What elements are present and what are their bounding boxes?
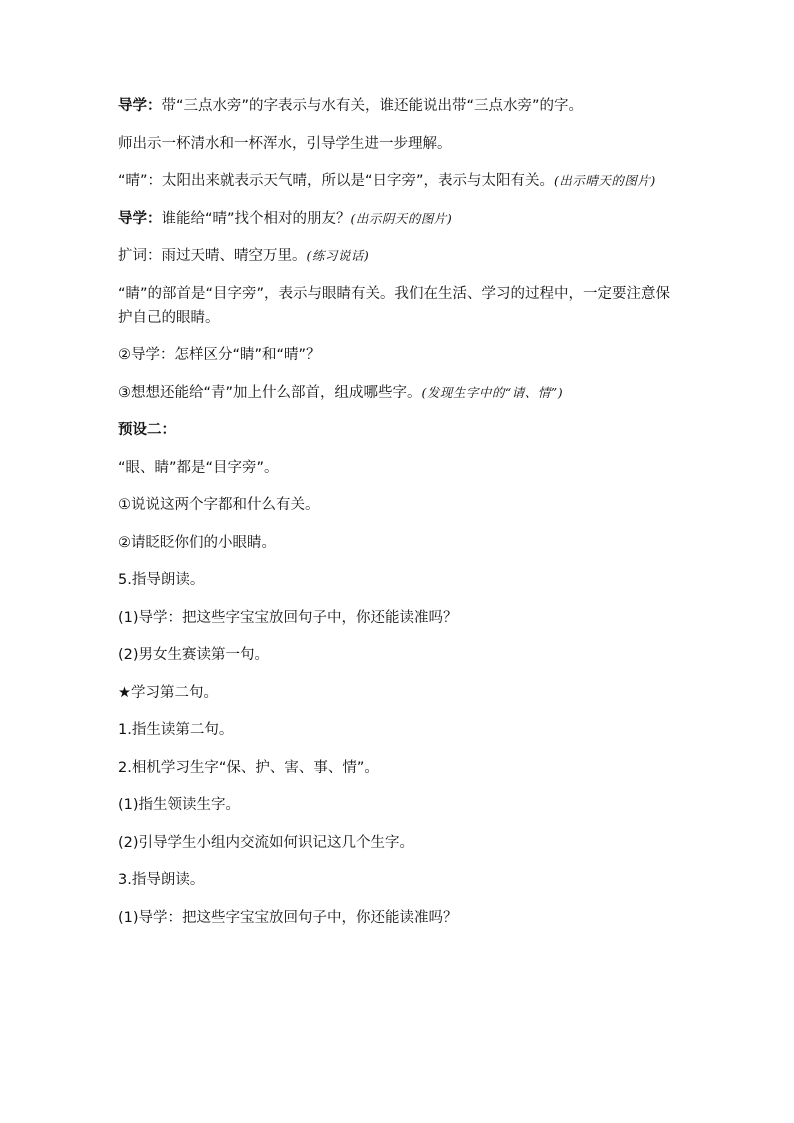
paragraph [118, 343, 678, 367]
paragraph [118, 831, 678, 855]
paragraph-text: (1)导学：把这些字宝宝放回句子中，你还能读准吗？ [118, 909, 458, 926]
paragraph [118, 456, 678, 480]
paragraph-text: (2)男女生赛读第一句。 [118, 647, 270, 663]
paragraph [118, 906, 678, 930]
paragraph [118, 681, 678, 705]
paragraph-text: 谁能给“晴”找个相对的朋友？ [161, 210, 351, 227]
paragraph [118, 531, 678, 555]
paragraph-text: 3.指导朗读。 [118, 872, 205, 888]
paragraph-text: 带“三点水旁”的字表示与水有关，谁还能说出带“三点水旁”的字。 [161, 98, 584, 114]
paragraph-note: (练习说话) [306, 248, 370, 263]
paragraph-text: (1)指生领读生字。 [118, 797, 241, 813]
document-body [118, 94, 678, 943]
paragraph-text: (2)引导学生小组内交流如何识记这几个生字。 [118, 834, 415, 851]
paragraph [118, 418, 678, 442]
paragraph-text: ★学习第二句。 [118, 684, 218, 701]
paragraph [118, 132, 678, 156]
paragraph-lead: 导学： [118, 98, 162, 114]
paragraph [118, 244, 678, 268]
paragraph [118, 793, 678, 817]
paragraph-text: 扩词：雨过天晴、晴空万里。 [118, 248, 307, 264]
paragraph-text: ③想想还能给“青”加上什么部首，组成哪些字。 [118, 384, 422, 401]
paragraph-lead: 预设二： [118, 422, 176, 438]
paragraph [118, 606, 678, 630]
paragraph-text: 2.相机学习生字“保、护、害、事、情”。 [118, 759, 379, 776]
paragraph-text: ①说说这两个字都和什么有关。 [118, 497, 320, 513]
paragraph-text: “晴”：太阳出来就表示天气晴，所以是“日字旁”，表示与太阳有关。 [118, 173, 555, 189]
paragraph-text: ②请眨眨你们的小眼睛。 [118, 534, 276, 551]
paragraph-text: 1.指生读第二句。 [118, 722, 234, 738]
paragraph [118, 643, 678, 667]
paragraph [118, 94, 678, 118]
paragraph-text: 5.指导朗读。 [118, 572, 205, 588]
paragraph-text: 师出示一杯清水和一杯浑水，引导学生进一步理解。 [118, 135, 452, 152]
paragraph-note: (发现生字中的“请、情”) [421, 384, 564, 400]
paragraph-text: ②导学：怎样区分“睛”和“晴”？ [118, 347, 321, 363]
paragraph [118, 282, 678, 330]
paragraph-text: “眼、睛”都是“目字旁”。 [118, 459, 279, 476]
paragraph [118, 868, 678, 892]
paragraph-text: (1)导学：把这些字宝宝放回句子中，你还能读准吗？ [118, 609, 458, 626]
paragraph [118, 493, 678, 517]
paragraph [118, 718, 678, 742]
paragraph [118, 169, 678, 193]
paragraph-note: (出示晴天的图片) [554, 173, 656, 188]
paragraph [118, 207, 678, 231]
paragraph [118, 756, 678, 780]
paragraph [118, 568, 678, 592]
paragraph-lead: 导学： [118, 210, 162, 227]
paragraph-text: “睛”的部首是“目字旁”，表示与眼睛有关。我们在生活、学习的过程中，一定要注意保护自己的眼睛。 [118, 285, 671, 326]
paragraph-note: (出示阴天的图片) [350, 210, 453, 226]
paragraph [118, 381, 678, 405]
